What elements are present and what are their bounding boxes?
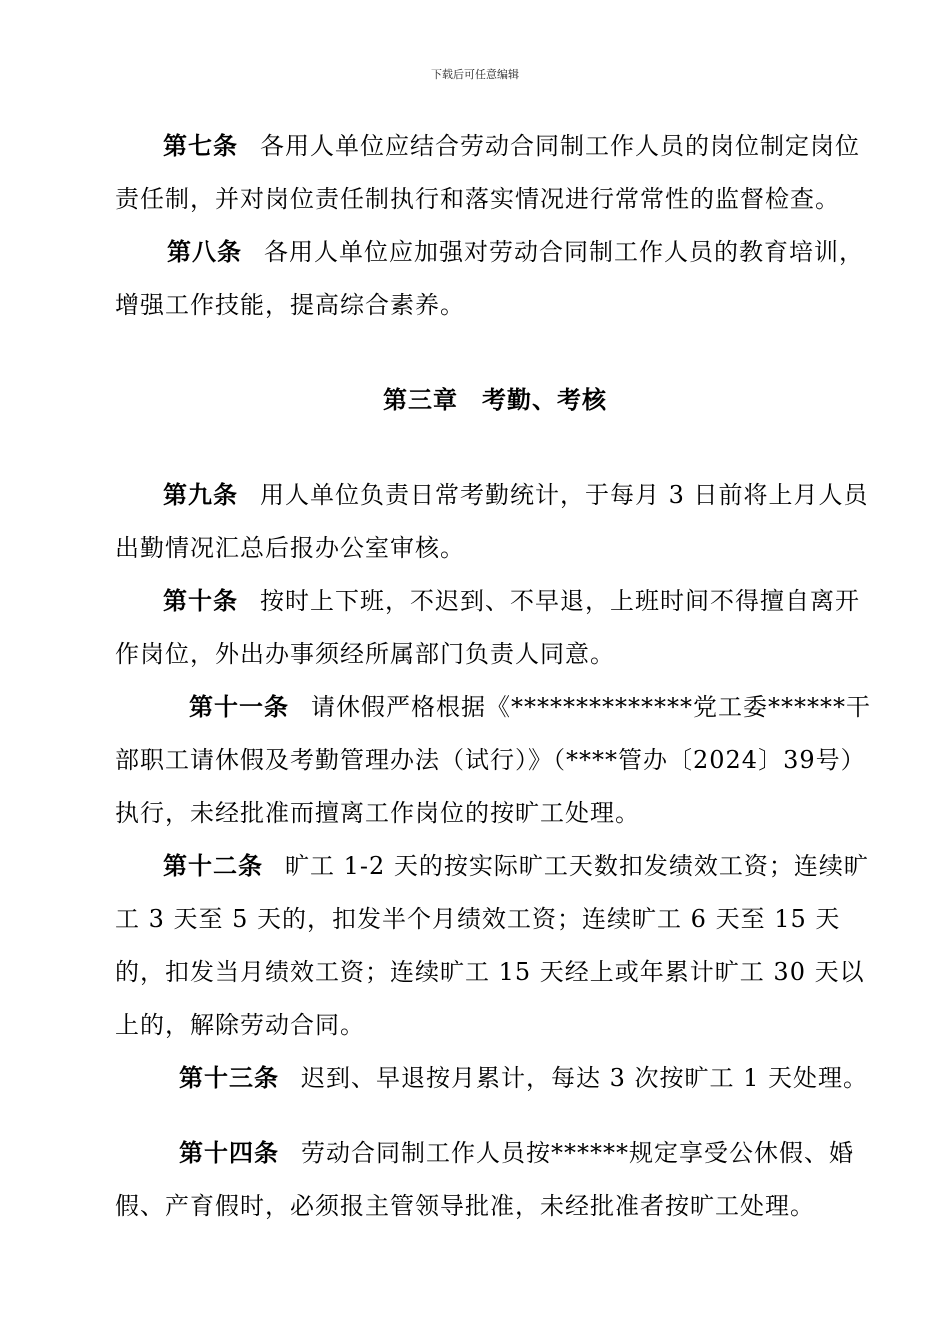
article-11	[115, 681, 875, 840]
article-label: 第九条	[163, 481, 238, 509]
article-label: 第十条	[163, 587, 238, 615]
article-label: 第十一条	[189, 693, 289, 721]
article-8	[115, 226, 875, 332]
article-13	[115, 1052, 875, 1105]
article-text: 迟到、早退按月累计，每达 3 次按旷工 1 天处理。	[301, 1064, 869, 1092]
spacer	[115, 1105, 875, 1127]
article-label: 第七条	[163, 132, 238, 160]
article-10	[115, 575, 875, 681]
article-9	[115, 469, 875, 575]
header-note: 下载后可任意编辑	[431, 68, 519, 81]
article-label: 第十三条	[179, 1064, 279, 1092]
article-text: 按时上下班，不迟到、不早退，上班时间不得擅自离开作岗位，外出办事须经所属部门负责人同意。	[115, 587, 860, 668]
article-text: 旷工 1-2 天的按实际旷工天数扣发绩效工资；连续旷工 3 天至 5 天的，扣发半个月绩效工资；连续旷工 6 天至 15 天的，扣发当月绩效工资；连续旷工 15 天经上或年累计旷工 30 天以上的，解除劳动合同。	[115, 852, 869, 1039]
article-7	[115, 120, 875, 226]
article-label: 第八条	[167, 238, 242, 266]
article-14	[115, 1127, 875, 1233]
spacer	[115, 332, 875, 374]
article-text: 各用人单位应加强对劳动合同制工作人员的教育培训，增强工作技能，提高综合素养。	[115, 238, 864, 319]
chapter-heading	[115, 374, 875, 427]
article-label: 第十二条	[163, 852, 263, 880]
article-label: 第十四条	[179, 1139, 279, 1167]
article-text: 请休假严格根据《**************党工委******干部职工请休假及考勤管理办法（试行）》（****管办〔2024〕39号）执行，未经批准而擅离工作岗位的按旷工处理。	[115, 693, 871, 827]
chapter-number: 第三章	[383, 386, 458, 414]
article-12	[115, 840, 875, 1052]
article-text: 各用人单位应结合劳动合同制工作人员的岗位制定岗位责任制，并对岗位责任制执行和落实情况进行常常性的监督检查。	[115, 132, 860, 213]
chapter-title: 考勤、考核	[482, 386, 607, 414]
document-body	[115, 120, 875, 1233]
article-text: 劳动合同制工作人员按******规定享受公休假、婚假、产育假时，必须报主管领导批准，未经批准者按旷工处理。	[115, 1139, 854, 1220]
article-text: 用人单位负责日常考勤统计，于每月 3 日前将上月人员出勤情况汇总后报办公室审核。	[115, 481, 869, 562]
spacer	[115, 427, 875, 469]
